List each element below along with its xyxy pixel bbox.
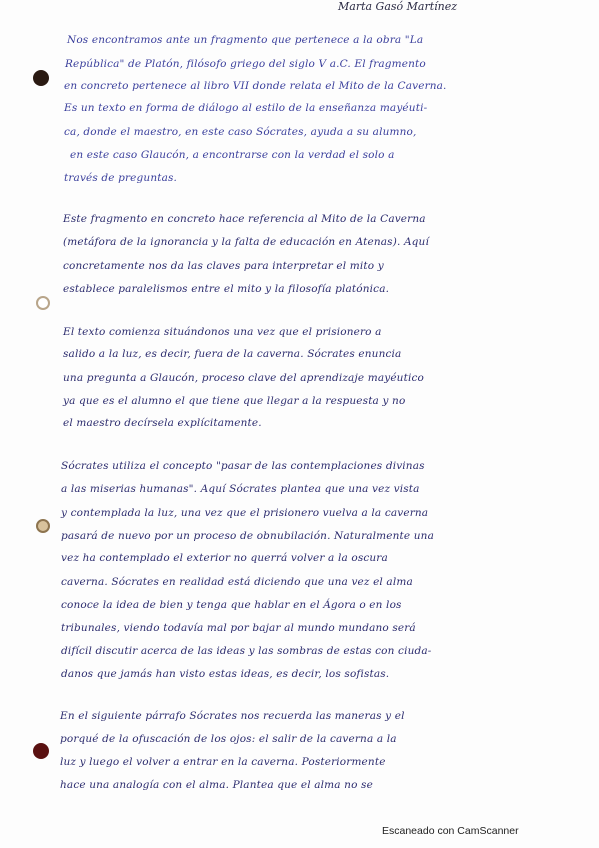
text-line: El texto comienza situándonos una vez que el prisionero a bbox=[63, 326, 382, 338]
text-line: (metáfora de la ignorancia y la falta de educación en Atenas). Aquí bbox=[63, 236, 429, 248]
punch-hole bbox=[33, 70, 49, 86]
text-line: salido a la luz, es decir, fuera de la caverna. Sócrates enuncia bbox=[63, 348, 402, 360]
punch-hole bbox=[36, 519, 50, 533]
text-line: concretamente nos da las claves para interpretar el mito y bbox=[63, 260, 384, 272]
text-line: establece paralelismos entre el mito y la filosofía platónica. bbox=[63, 283, 390, 295]
text-line: danos que jamás han visto estas ideas, es decir, los sofistas. bbox=[61, 668, 390, 680]
text-line: En el siguiente párrafo Sócrates nos recuerda las maneras y el bbox=[60, 710, 405, 722]
punch-hole bbox=[36, 296, 50, 310]
scanner-watermark: Escaneado con CamScanner bbox=[382, 825, 519, 837]
text-line: el maestro decírsela explícitamente. bbox=[63, 417, 262, 429]
text-line: Sócrates utiliza el concepto "pasar de las contemplaciones divinas bbox=[61, 460, 425, 472]
text-line: ca, donde el maestro, en este caso Sócrates, ayuda a su alumno, bbox=[64, 126, 417, 138]
text-line: República" de Platón, filósofo griego del siglo V a.C. El fragmento bbox=[65, 58, 426, 70]
text-line: en concreto pertenece al libro VII donde relata el Mito de la Caverna. bbox=[64, 80, 447, 92]
text-line: través de preguntas. bbox=[64, 172, 178, 184]
text-line: caverna. Sócrates en realidad está diciendo que una vez el alma bbox=[61, 576, 413, 588]
author-name: Marta Gasó Martínez bbox=[338, 0, 458, 13]
text-line: porqué de la ofuscación de los ojos: el salir de la caverna a la bbox=[60, 733, 397, 745]
text-line: hace una analogía con el alma. Plantea que el alma no se bbox=[60, 779, 373, 791]
text-line: en este caso Glaucón, a encontrarse con la verdad el solo a bbox=[70, 149, 395, 161]
text-line: ya que es el alumno el que tiene que llegar a la respuesta y no bbox=[63, 395, 406, 407]
text-line: Es un texto en forma de diálogo al estilo de la enseñanza mayéuti- bbox=[64, 102, 428, 114]
punch-hole bbox=[33, 743, 49, 759]
text-line: conoce la idea de bien y tenga que hablar en el Ágora o en los bbox=[61, 599, 402, 611]
text-line: tribunales, viendo todavía mal por bajar al mundo mundano será bbox=[61, 622, 416, 634]
text-line: pasará de nuevo por un proceso de obnubilación. Naturalmente una bbox=[61, 530, 435, 542]
text-line: a las miserias humanas". Aquí Sócrates plantea que una vez vista bbox=[61, 483, 420, 495]
text-line: una pregunta a Glaucón, proceso clave del aprendizaje mayéutico bbox=[63, 372, 424, 384]
text-line: difícil discutir acerca de las ideas y las sombras de estas con ciuda- bbox=[61, 645, 432, 657]
text-line: y contemplada la luz, una vez que el prisionero vuelva a la caverna bbox=[61, 507, 429, 519]
text-line: Este fragmento en concreto hace referencia al Mito de la Caverna bbox=[63, 213, 426, 225]
text-line: Nos encontramos ante un fragmento que pertenece a la obra "La bbox=[67, 34, 424, 46]
text-line: luz y luego el volver a entrar en la caverna. Posteriormente bbox=[60, 756, 386, 768]
text-line: vez ha contemplado el exterior no querrá volver a la oscura bbox=[61, 552, 388, 564]
